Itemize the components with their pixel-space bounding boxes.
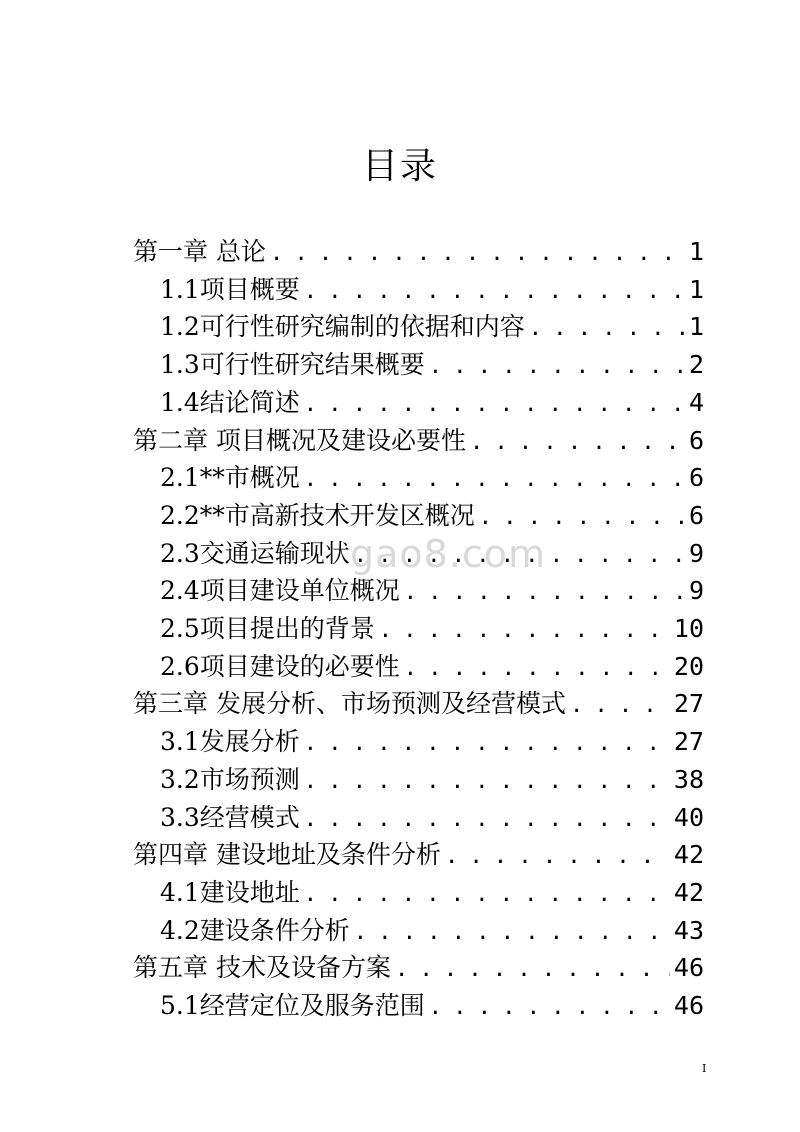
toc-entry-page: 46 <box>673 991 704 1020</box>
toc-entry-page: 10 <box>673 614 704 643</box>
toc-leader-dots <box>354 535 685 573</box>
toc-entry-label: 2.1**市概况 <box>160 463 300 493</box>
toc-chapter-entry[interactable] <box>133 422 704 460</box>
toc-entry-page: 43 <box>673 915 704 945</box>
toc-entry-page: 9 <box>688 538 704 568</box>
toc-leader-dots <box>304 723 670 761</box>
toc-entry-page: 6 <box>688 463 704 493</box>
toc-section-entry[interactable] <box>160 308 704 346</box>
page-title: 目录 <box>361 146 438 187</box>
toc-chapter-entry[interactable] <box>133 949 704 987</box>
toc-leader-dots <box>470 422 685 460</box>
toc-entry-page: 1 <box>688 312 704 342</box>
toc-section-entry[interactable] <box>160 648 704 686</box>
toc-chapter-entry[interactable] <box>133 836 704 874</box>
toc-entry-page: 27 <box>673 689 704 719</box>
toc-entry-label: 1.1项目概要 <box>160 274 300 304</box>
toc-entry-page: 40 <box>673 802 704 832</box>
toc-leader-dots <box>395 949 670 987</box>
toc-entry-label: 第三章 发展分析、市场预测及经营模式 <box>133 689 566 719</box>
toc-section-entry[interactable] <box>160 535 704 573</box>
toc-leader-dots <box>429 987 670 1025</box>
toc-entry-label: 第四章 建设地址及条件分析 <box>133 840 441 870</box>
toc-leader-dots <box>354 912 670 950</box>
toc-leader-dots <box>570 685 670 723</box>
toc-leader-dots <box>404 648 670 686</box>
toc-leader-dots <box>304 799 670 837</box>
toc-section-entry[interactable] <box>160 384 704 422</box>
toc-entry-page: 2 <box>688 350 704 380</box>
toc-leader-dots <box>529 308 685 346</box>
toc-leader-dots <box>404 572 685 610</box>
toc-entry-page: 20 <box>673 651 704 681</box>
toc-section-entry[interactable] <box>160 610 704 648</box>
toc-entry-page: 6 <box>688 500 704 530</box>
toc-entry-page: 42 <box>673 840 704 870</box>
toc-entry-page: 1 <box>688 274 704 304</box>
toc-entry-page: 4 <box>688 387 704 417</box>
toc-leader-dots <box>479 497 685 535</box>
toc-leader-dots <box>304 459 685 497</box>
page-number: I <box>702 1062 707 1075</box>
toc-section-entry[interactable] <box>160 761 704 799</box>
toc-entry-page: 1 <box>688 237 704 266</box>
toc-entry-label: 第二章 项目概况及建设必要性 <box>133 425 466 455</box>
toc-section-entry[interactable] <box>160 799 704 837</box>
toc-entry-label: 3.3经营模式 <box>160 802 300 832</box>
toc-entry-label: 第一章 总论 <box>133 237 266 266</box>
toc-entry-page: 42 <box>673 877 704 907</box>
toc-entry-label: 4.2建设条件分析 <box>160 915 350 945</box>
toc-section-entry[interactable] <box>160 346 704 384</box>
toc-entry-label: 2.2**市高新技术开发区概况 <box>160 500 475 530</box>
toc-chapter-entry[interactable] <box>133 233 704 271</box>
toc-leader-dots <box>429 346 685 384</box>
toc-entry-page: 46 <box>673 953 704 983</box>
toc-entry-label: 1.4结论简述 <box>160 387 300 417</box>
toc-section-entry[interactable] <box>160 874 704 912</box>
toc-entry-label: 3.1发展分析 <box>160 727 300 757</box>
toc-entry-label: 2.4项目建设单位概况 <box>160 576 400 606</box>
toc-section-entry[interactable] <box>160 723 704 761</box>
toc-entry-label: 1.2可行性研究编制的依据和内容 <box>160 312 525 342</box>
toc-leader-dots <box>270 233 685 271</box>
toc-entry-label: 5.1经营定位及服务范围 <box>160 991 425 1020</box>
toc-entry-page: 38 <box>673 764 704 794</box>
toc-entry-label: 2.5项目提出的背景 <box>160 614 375 643</box>
toc-section-entry[interactable] <box>160 497 704 535</box>
toc-entry-label: 3.2市场预测 <box>160 764 300 794</box>
toc-leader-dots <box>304 271 685 309</box>
toc-leader-dots <box>304 384 685 422</box>
toc-entry-label: 2.3交通运输现状 <box>160 538 350 568</box>
toc-entry-page: 9 <box>688 576 704 606</box>
toc-leader-dots <box>304 874 670 912</box>
toc-entry-page: 6 <box>688 425 704 455</box>
toc-section-entry[interactable] <box>160 912 704 950</box>
toc-section-entry[interactable] <box>160 987 704 1025</box>
toc-leader-dots <box>379 610 670 648</box>
toc-entry-label: 4.1建设地址 <box>160 877 300 907</box>
toc-entry-label: 1.3可行性研究结果概要 <box>160 350 425 380</box>
toc-chapter-entry[interactable] <box>133 685 704 723</box>
toc-entry-label: 2.6项目建设的必要性 <box>160 651 400 681</box>
toc-section-entry[interactable] <box>160 459 704 497</box>
toc-entry-page: 27 <box>673 727 704 757</box>
toc-section-entry[interactable] <box>160 271 704 309</box>
toc-entry-label: 第五章 技术及设备方案 <box>133 953 391 983</box>
toc-section-entry[interactable] <box>160 572 704 610</box>
toc-leader-dots <box>304 761 670 799</box>
watermark: gao8.com <box>350 532 547 576</box>
toc-leader-dots <box>445 836 670 874</box>
